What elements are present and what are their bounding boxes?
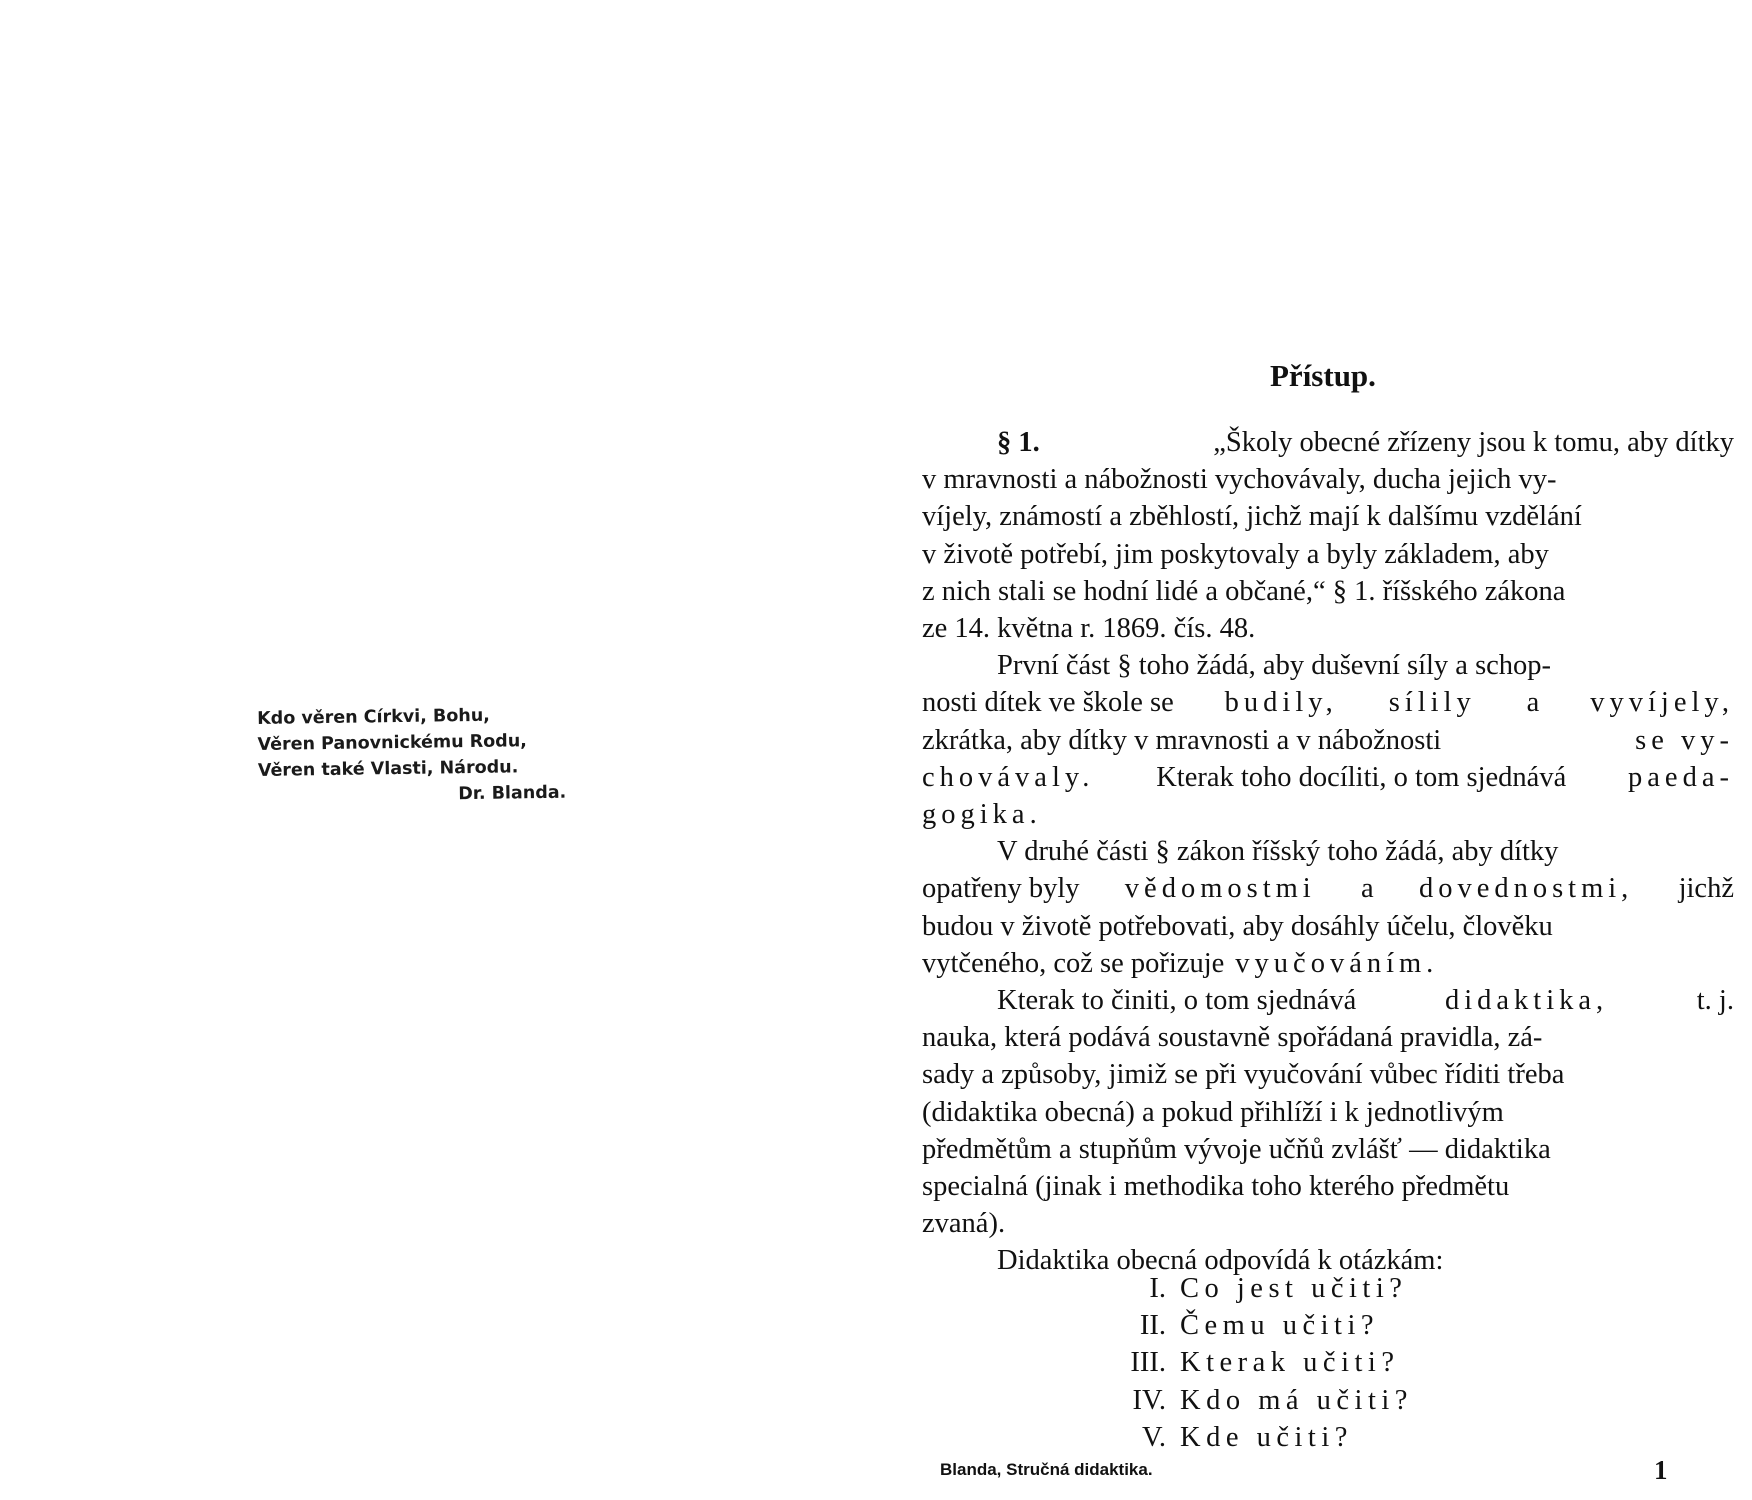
question-text: Čemu učiti? [1180, 1310, 1380, 1342]
text-segment: Kterak toho docíliti, o tom sjednává [1156, 761, 1567, 793]
text-line [922, 945, 1734, 982]
text-line: První část § toho žádá, aby duševní síly a schop- [997, 650, 1552, 682]
list-item [922, 1307, 1734, 1344]
right-page [922, 0, 1734, 1500]
text-segment-spaced: vyučováním. [1235, 947, 1439, 979]
roman-numeral: I. [1149, 1273, 1166, 1304]
text-segment-spaced: didaktika, [1444, 985, 1609, 1017]
text-segment-spaced: vědomostmi [1124, 873, 1316, 905]
text-line [922, 684, 1734, 721]
chapter-title: Přístup. [1270, 358, 1376, 393]
text-segment-spaced: gogika. [922, 799, 1042, 831]
text-line: ze 14. května r. 1869. čís. 48. [922, 613, 1256, 645]
text-line [922, 982, 1734, 1019]
question-list [922, 1270, 1734, 1456]
text-segment: t. j. [1696, 985, 1734, 1017]
body-text [922, 424, 1734, 1280]
text-segment-spaced: vyvíjely, [1590, 687, 1734, 719]
text-segment-spaced: se vy- [1635, 724, 1734, 756]
roman-numeral: IV. [1132, 1384, 1166, 1416]
motto-signature: Dr. Blanda. [458, 782, 567, 805]
text-line: budou v životě potřebovati, aby dosáhly účelu, člověku [922, 910, 1553, 942]
text-segment: a [1526, 687, 1540, 719]
text-line [922, 722, 1734, 759]
text-segment-spaced: dovednostmi, [1418, 873, 1634, 905]
dedication-motto [257, 701, 638, 810]
text-line: (didaktika obecná) a pokud přihlíží i k jednotlivým [922, 1096, 1504, 1128]
text-line: sady a způsoby, jimiž se při vyučování vůbec říditi třeba [922, 1059, 1565, 1091]
roman-numeral: III. [1130, 1347, 1166, 1379]
motto-line: Věren také Vlasti, Národu. [257, 757, 519, 781]
roman-numeral: V. [1141, 1421, 1166, 1453]
text-line: Didaktika obecná odpovídá k otázkám: [997, 1245, 1444, 1277]
motto-line: Kdo věren Církvi, Bohu, [257, 705, 491, 729]
list-item [922, 1270, 1734, 1307]
text-segment: nosti dítek ve škole se [922, 687, 1174, 719]
text-segment: jichž [1678, 873, 1734, 905]
text-line: specialná (jinak i methodika toho kterého předmětu [922, 1171, 1510, 1203]
text-line: z nich stali se hodní lidé a občané,“ § 1. říšského zákona [922, 575, 1566, 607]
question-text: Kterak učiti? [1180, 1347, 1400, 1379]
question-text: Kde učiti? [1180, 1421, 1353, 1453]
text-line [922, 870, 1734, 907]
text-segment-spaced: sílily [1388, 687, 1476, 719]
text-line: v mravnosti a nábožnosti vychovávaly, ducha jejich vy- [922, 464, 1557, 496]
text-segment: opatřeny byly [922, 873, 1080, 905]
question-text: Co jest učiti? [1180, 1273, 1408, 1304]
text-line: V druhé části § zákon říšský toho žádá, aby dítky [997, 836, 1559, 868]
text-segment: „Školy obecné zřízeny jsou k tomu, aby dítky [1213, 427, 1734, 458]
text-segment: Kterak to činiti, o tom sjednává [997, 985, 1357, 1017]
list-item [922, 1419, 1734, 1456]
section-mark: § 1. [997, 427, 1040, 458]
text-line: nauka, která podává soustavně spořádaná pravidla, zá- [922, 1022, 1543, 1054]
text-segment: vytčeného, což se pořizuje [922, 947, 1225, 979]
text-line: předmětům a stupňům vývoje učňů zvlášť — didaktika [922, 1133, 1551, 1165]
motto-line: Věren Panovnickému Rodu, [257, 731, 528, 755]
text-segment-spaced: paeda- [1628, 761, 1734, 793]
text-line [922, 759, 1734, 796]
text-line: v životě potřebí, jim poskytovaly a byly základem, aby [922, 538, 1549, 570]
page-number: 1 [1654, 1455, 1668, 1485]
text-segment: a [1361, 873, 1374, 905]
text-segment-spaced: budily, [1224, 687, 1338, 719]
question-text: Kdo má učiti? [1180, 1384, 1413, 1416]
text-line [922, 796, 1734, 833]
text-line: víjely, známostí a zběhlostí, jichž mají k dalšímu vzdělání [922, 501, 1582, 533]
list-item [922, 1344, 1734, 1381]
list-item [922, 1382, 1734, 1419]
roman-numeral: II. [1139, 1310, 1166, 1342]
text-segment: zkrátka, aby dítky v mravnosti a v nábožnosti [922, 724, 1442, 756]
text-segment-spaced: chovávaly. [922, 761, 1095, 793]
text-line [922, 424, 1734, 461]
running-footer: Blanda, Stručná didaktika. [940, 1460, 1153, 1479]
text-line: zvaná). [922, 1208, 1006, 1240]
